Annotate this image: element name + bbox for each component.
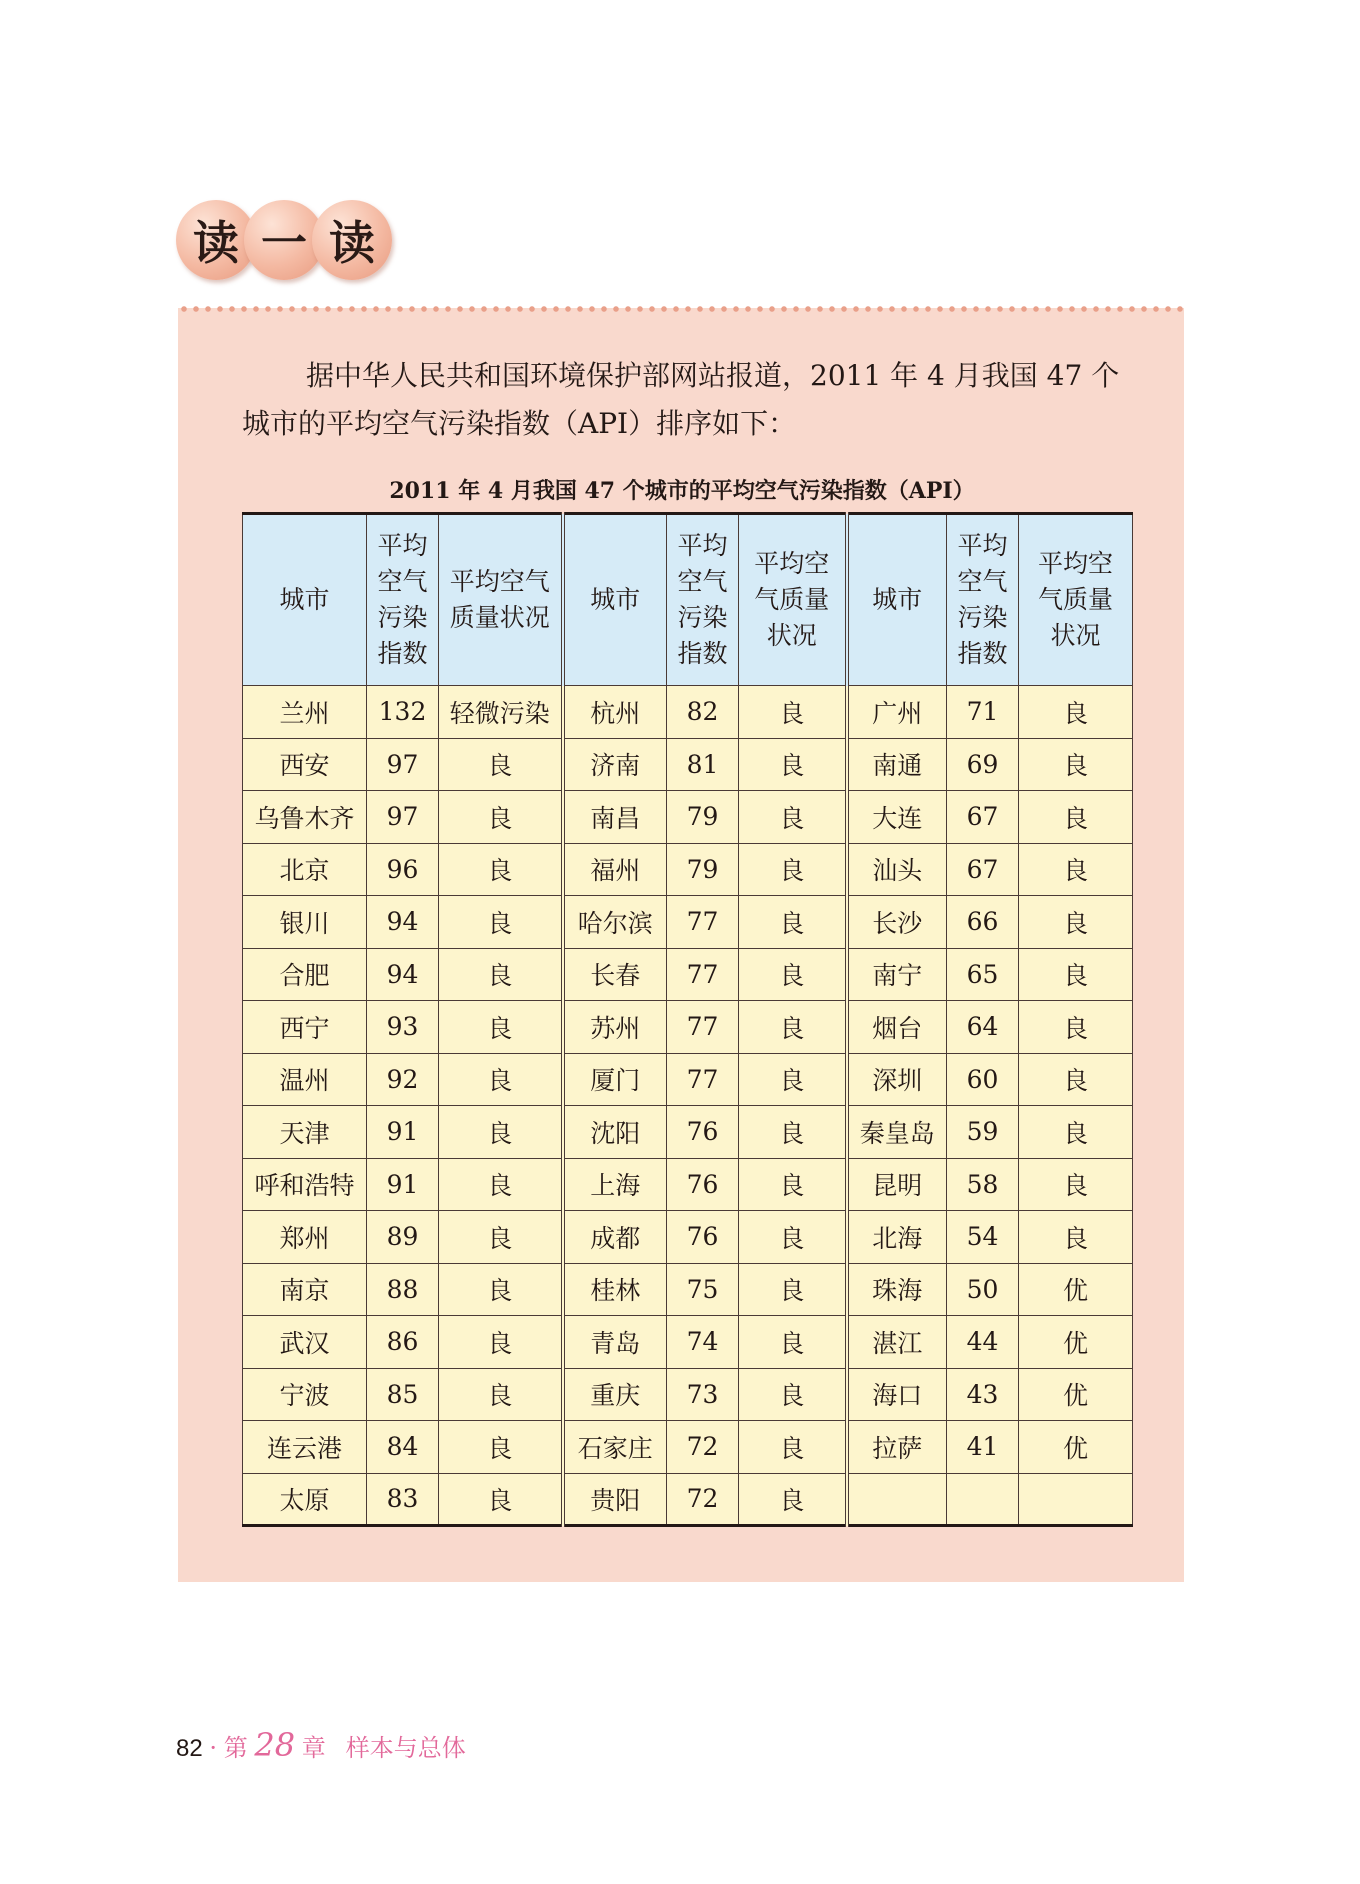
api-cell: 73	[667, 1368, 739, 1421]
quality-cell: 良	[439, 843, 563, 896]
header-api-2-text: 平均空气污染指数	[677, 531, 728, 668]
quality-cell: 良	[439, 1473, 563, 1526]
city-cell: 郑州	[243, 1211, 367, 1264]
chapter-suffix: 章	[301, 1734, 326, 1762]
quality-cell: 良	[739, 948, 847, 1001]
city-cell: 珠海	[847, 1263, 947, 1316]
header-quality-2	[739, 514, 847, 686]
city-cell: 秦皇岛	[847, 1106, 947, 1159]
quality-cell: 良	[739, 1368, 847, 1421]
city-cell: 天津	[243, 1106, 367, 1159]
api-cell: 43	[947, 1368, 1019, 1421]
quality-cell: 良	[739, 791, 847, 844]
city-cell: 南京	[243, 1263, 367, 1316]
table-row	[243, 843, 1133, 896]
api-cell: 77	[667, 896, 739, 949]
city-cell: 呼和浩特	[243, 1158, 367, 1211]
city-cell: 上海	[563, 1158, 667, 1211]
quality-cell: 良	[439, 896, 563, 949]
city-cell: 海口	[847, 1368, 947, 1421]
chapter-number: 28	[254, 1726, 296, 1764]
table-row	[243, 896, 1133, 949]
quality-cell: 良	[739, 1106, 847, 1159]
quality-cell: 良	[739, 1473, 847, 1526]
city-cell: 杭州	[563, 686, 667, 739]
city-cell: 南宁	[847, 948, 947, 1001]
header-char-2: 一	[261, 216, 307, 270]
header-quality-1	[439, 514, 563, 686]
quality-cell: 良	[439, 1316, 563, 1369]
api-cell: 94	[367, 948, 439, 1001]
city-cell: 厦门	[563, 1053, 667, 1106]
api-cell: 60	[947, 1053, 1019, 1106]
header-api-1	[367, 514, 439, 686]
header-city-3: 城市	[847, 514, 947, 686]
api-cell: 58	[947, 1158, 1019, 1211]
api-cell: 74	[667, 1316, 739, 1369]
quality-cell: 良	[739, 686, 847, 739]
header-api-2	[667, 514, 739, 686]
quality-cell: 良	[739, 1263, 847, 1316]
header-quality-2-text: 平均空气质量状况	[754, 549, 830, 650]
quality-cell: 良	[1019, 843, 1133, 896]
quality-cell: 良	[739, 1211, 847, 1264]
table-row	[243, 1368, 1133, 1421]
city-cell: 福州	[563, 843, 667, 896]
footer-separator: ·	[209, 1734, 218, 1762]
quality-cell: 良	[739, 843, 847, 896]
quality-cell: 良	[1019, 1211, 1133, 1264]
city-cell: 济南	[563, 738, 667, 791]
city-cell: 南昌	[563, 791, 667, 844]
quality-cell: 良	[1019, 738, 1133, 791]
table-row	[243, 948, 1133, 1001]
api-cell: 96	[367, 843, 439, 896]
city-cell: 大连	[847, 791, 947, 844]
city-cell: 北海	[847, 1211, 947, 1264]
api-cell: 75	[667, 1263, 739, 1316]
header-circle-3	[312, 200, 392, 280]
quality-cell: 良	[739, 896, 847, 949]
api-cell: 97	[367, 738, 439, 791]
city-cell: 深圳	[847, 1053, 947, 1106]
api-cell: 132	[367, 686, 439, 739]
api-cell: 67	[947, 843, 1019, 896]
api-cell: 72	[667, 1421, 739, 1474]
quality-cell: 良	[739, 738, 847, 791]
city-cell: 武汉	[243, 1316, 367, 1369]
quality-cell: 良	[439, 1421, 563, 1474]
table-row	[243, 791, 1133, 844]
api-cell: 88	[367, 1263, 439, 1316]
city-cell: 贵阳	[563, 1473, 667, 1526]
api-cell: 65	[947, 948, 1019, 1001]
city-cell	[847, 1473, 947, 1526]
api-cell: 77	[667, 1053, 739, 1106]
quality-cell: 优	[1019, 1368, 1133, 1421]
api-cell: 76	[667, 1106, 739, 1159]
quality-cell: 良	[1019, 948, 1133, 1001]
table-row	[243, 1316, 1133, 1369]
quality-cell	[1019, 1473, 1133, 1526]
city-cell: 汕头	[847, 843, 947, 896]
api-cell: 85	[367, 1368, 439, 1421]
api-cell: 76	[667, 1211, 739, 1264]
chapter-title: 样本与总体	[345, 1734, 466, 1762]
api-cell: 50	[947, 1263, 1019, 1316]
city-cell: 连云港	[243, 1421, 367, 1474]
table-header-row	[243, 514, 1133, 686]
api-cell: 92	[367, 1053, 439, 1106]
intro-paragraph: 据中华人民共和国环境保护部网站报道，2011 年 4 月我国 47 个城市的平均空气污染指数（API）排序如下：	[242, 359, 1120, 440]
city-cell: 青岛	[563, 1316, 667, 1369]
chapter-prefix: 第	[223, 1734, 248, 1762]
header-api-3	[947, 514, 1019, 686]
api-cell: 91	[367, 1106, 439, 1159]
quality-cell: 良	[1019, 896, 1133, 949]
city-cell: 哈尔滨	[563, 896, 667, 949]
quality-cell: 良	[439, 791, 563, 844]
api-cell: 84	[367, 1421, 439, 1474]
table-row	[243, 686, 1133, 739]
table-row	[243, 1158, 1133, 1211]
city-cell: 乌鲁木齐	[243, 791, 367, 844]
quality-cell: 良	[439, 1368, 563, 1421]
city-cell: 宁波	[243, 1368, 367, 1421]
api-cell: 83	[367, 1473, 439, 1526]
page-number: 82	[176, 1735, 203, 1762]
city-cell: 沈阳	[563, 1106, 667, 1159]
api-cell: 44	[947, 1316, 1019, 1369]
quality-cell: 优	[1019, 1421, 1133, 1474]
quality-cell: 良	[1019, 1053, 1133, 1106]
city-cell: 西安	[243, 738, 367, 791]
table-row	[243, 1106, 1133, 1159]
quality-cell: 良	[739, 1316, 847, 1369]
page-footer	[176, 1726, 466, 1764]
quality-cell: 良	[1019, 1106, 1133, 1159]
quality-cell: 良	[1019, 1001, 1133, 1054]
quality-cell: 轻微污染	[439, 686, 563, 739]
api-cell: 67	[947, 791, 1019, 844]
quality-cell: 良	[1019, 791, 1133, 844]
quality-cell: 优	[1019, 1263, 1133, 1316]
table-row	[243, 1053, 1133, 1106]
quality-cell: 良	[739, 1421, 847, 1474]
city-cell: 成都	[563, 1211, 667, 1264]
api-cell: 71	[947, 686, 1019, 739]
quality-cell: 良	[439, 1263, 563, 1316]
table-title: 2011 年 4 月我国 47 个城市的平均空气污染指数（API）	[389, 478, 975, 504]
api-cell: 77	[667, 1001, 739, 1054]
city-cell: 北京	[243, 843, 367, 896]
api-cell: 79	[667, 791, 739, 844]
header-char-3: 读	[329, 216, 375, 270]
api-cell: 89	[367, 1211, 439, 1264]
city-cell: 银川	[243, 896, 367, 949]
city-cell: 广州	[847, 686, 947, 739]
api-cell: 86	[367, 1316, 439, 1369]
city-cell: 苏州	[563, 1001, 667, 1054]
api-cell: 54	[947, 1211, 1019, 1264]
api-cell: 64	[947, 1001, 1019, 1054]
city-cell: 西宁	[243, 1001, 367, 1054]
city-cell: 桂林	[563, 1263, 667, 1316]
quality-cell: 良	[439, 1001, 563, 1054]
quality-cell: 良	[739, 1053, 847, 1106]
table-row	[243, 1001, 1133, 1054]
header-city-2: 城市	[563, 514, 667, 686]
header-quality-3	[1019, 514, 1133, 686]
api-cell: 72	[667, 1473, 739, 1526]
api-cell: 41	[947, 1421, 1019, 1474]
read-section-header	[176, 200, 406, 280]
city-cell: 兰州	[243, 686, 367, 739]
api-cell: 97	[367, 791, 439, 844]
api-cell: 93	[367, 1001, 439, 1054]
quality-cell: 良	[439, 738, 563, 791]
quality-cell: 良	[739, 1158, 847, 1211]
api-cell: 81	[667, 738, 739, 791]
city-cell: 烟台	[847, 1001, 947, 1054]
quality-cell: 良	[439, 1106, 563, 1159]
city-cell: 湛江	[847, 1316, 947, 1369]
quality-cell: 良	[1019, 1158, 1133, 1211]
api-cell: 76	[667, 1158, 739, 1211]
quality-cell: 良	[439, 1211, 563, 1264]
api-cell: 91	[367, 1158, 439, 1211]
quality-cell: 良	[439, 1053, 563, 1106]
quality-cell: 良	[739, 1001, 847, 1054]
api-cell: 59	[947, 1106, 1019, 1159]
quality-cell: 优	[1019, 1316, 1133, 1369]
city-cell: 南通	[847, 738, 947, 791]
api-cell: 79	[667, 843, 739, 896]
api-cell: 77	[667, 948, 739, 1001]
city-cell: 温州	[243, 1053, 367, 1106]
city-cell: 长沙	[847, 896, 947, 949]
header-api-3-text: 平均空气污染指数	[957, 531, 1008, 668]
city-cell: 重庆	[563, 1368, 667, 1421]
api-cell: 69	[947, 738, 1019, 791]
api-cell: 94	[367, 896, 439, 949]
quality-cell: 良	[1019, 686, 1133, 739]
city-cell: 长春	[563, 948, 667, 1001]
api-cell: 66	[947, 896, 1019, 949]
dotted-divider	[178, 305, 1184, 313]
quality-cell: 良	[439, 1158, 563, 1211]
city-cell: 合肥	[243, 948, 367, 1001]
city-cell: 太原	[243, 1473, 367, 1526]
city-cell: 昆明	[847, 1158, 947, 1211]
city-cell: 石家庄	[563, 1421, 667, 1474]
header-char-1: 读	[193, 216, 239, 270]
header-quality-1-text: 平均空气质量状况	[449, 567, 550, 632]
header-api-1-text: 平均空气污染指数	[377, 531, 428, 668]
api-table	[242, 512, 1133, 1527]
city-cell: 拉萨	[847, 1421, 947, 1474]
quality-cell: 良	[439, 948, 563, 1001]
header-city-1: 城市	[243, 514, 367, 686]
api-cell	[947, 1473, 1019, 1526]
table-row	[243, 738, 1133, 791]
table-row	[243, 1421, 1133, 1474]
header-quality-3-text: 平均空气质量状况	[1037, 549, 1113, 650]
table-row	[243, 1263, 1133, 1316]
table-row	[243, 1211, 1133, 1264]
api-cell: 82	[667, 686, 739, 739]
table-row	[243, 1473, 1133, 1526]
